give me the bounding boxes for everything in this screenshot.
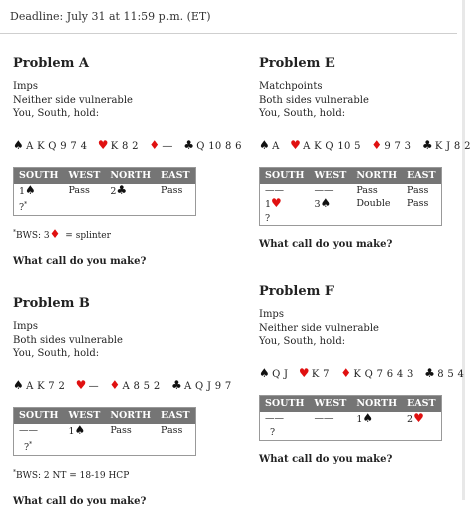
table-row: ? [270,427,276,438]
spade-icon: ♠ [320,196,332,210]
auction-table: SOUTH WEST NORTH EAST —— —— Pass Pass 1♥ 3♠ Double Pass ? [259,167,442,226]
spade-icon: ♠ [13,137,25,152]
table-row: ? [265,212,271,224]
table-row: —— —— 1♠ 2♥ [265,410,424,425]
table-row [14,184,196,199]
spade-icon: ♠ [259,365,271,380]
scoring: Imps [13,81,38,92]
footnote: *BWS: 2 NT = 18-19 HCP [13,468,130,481]
bid-cell: 2♣ [110,182,128,197]
spade-icon: ♠ [74,422,86,437]
hand: ♠ A K 7 2 ♥ — ♦ A 8 5 2 ♣ A Q J 9 7 [13,377,232,392]
auction-table: SOUTH WEST NORTH EAST —— —— 1♠ 2♥ ? [259,395,442,441]
club-icon: ♣ [183,137,195,152]
bid-cell: Pass [68,184,90,196]
table-row: 1♥ 3♠ Double Pass [265,196,429,210]
club-icon: ♣ [170,377,183,392]
question: What call do you make? [13,496,147,508]
footnote: *BWS: 3♦ = splinter [13,226,111,241]
header-west: WEST [63,168,105,184]
heart-icon: ♥ [271,196,282,210]
deadline-text: Deadline: July 31 at 11:59 p.m. (ET) [10,10,211,23]
hand: ♠ A ♥ A K Q 10 5 ♦ 9 7 3 ♣ K J 8 2 [259,137,471,152]
heart-icon: ♥ [298,365,310,380]
club-icon: ♣ [421,137,433,152]
diamond-icon: ♦ [371,137,383,152]
table-row: —— —— Pass Pass [265,184,429,196]
problem-title: Problem E [259,56,335,71]
spade-icon: ♠ [13,377,25,392]
bid-cell: 1♠ [19,182,36,197]
heart-icon: ♥ [413,410,424,425]
hand: ♠ Q J ♥ K 7 ♦ K Q 7 6 4 3 ♣ 8 5 4 [259,365,465,380]
table-row: ?* [24,441,33,454]
spades-holding: A K Q 9 7 4 [26,140,88,152]
vulnerability: Both sides vulnerable [259,94,369,106]
table-row: —— 1♠ Pass Pass [19,422,183,437]
club-icon: ♣ [116,182,128,197]
header-east: EAST [156,168,195,184]
question: What call do you make? [259,453,393,465]
vulnerability: Neither side vulnerable [13,94,133,106]
auction-table [13,167,196,216]
scoring: Matchpoints [259,81,323,92]
problem-b: Problem B Imps Both sides vulnerable You, South, hold: ♠ A K 7 2 ♥ — ♦ A 8 5 2 ♣ A Q J 9 7 SOUTH WEST NORTH EAST —— 1♠ Pass Pass ?* *BWS: 2 NT = 18-19 HCP What call do you make? [13,296,232,508]
hand [13,137,242,154]
diamond-icon: ♦ [109,377,121,392]
heart-icon: ♥ [290,137,302,152]
seat: You, South, hold: [259,108,346,119]
header-south: SOUTH [14,168,64,184]
spade-icon: ♠ [259,137,271,152]
spade-icon: ♠ [25,182,36,197]
question: What call do you make? [13,256,147,268]
heart-icon: ♥ [97,137,109,152]
clubs-holding: Q 10 8 6 [196,140,242,152]
diamond-icon: ♦ [49,226,61,241]
divider [0,33,457,34]
seat: You, South, hold: [13,108,100,119]
problem-title: Problem A [13,56,89,71]
diamond-icon: ♦ [340,365,352,380]
problem-title: Problem B [13,296,90,311]
bid-cell: Pass [161,184,183,196]
hearts-holding: K 8 2 [110,140,139,152]
problem-title: Problem F [259,284,335,299]
question: What call do you make? [259,239,393,250]
club-icon: ♣ [424,365,436,380]
table-row [14,198,196,215]
heart-icon: ♥ [75,377,87,392]
bid-cell: ?* [19,201,28,214]
scrollbar-track[interactable] [462,0,465,500]
header-north: NORTH [105,168,156,184]
diamond-icon: ♦ [149,137,161,152]
auction-table: SOUTH WEST NORTH EAST —— 1♠ Pass Pass ?* [13,407,196,456]
diamonds-holding: — [162,140,173,152]
problem-f: Problem F Imps Neither side vulnerable You, South, hold: ♠ Q J ♥ K 7 ♦ K Q 7 6 4 3 ♣ 8 5 4 SOUTH WEST NORTH EAST —— —— 1♠ 2♥ ? What call do you make? [259,284,465,465]
spade-icon: ♠ [362,410,374,425]
problem-e [259,56,471,252]
problem-a [13,56,242,269]
